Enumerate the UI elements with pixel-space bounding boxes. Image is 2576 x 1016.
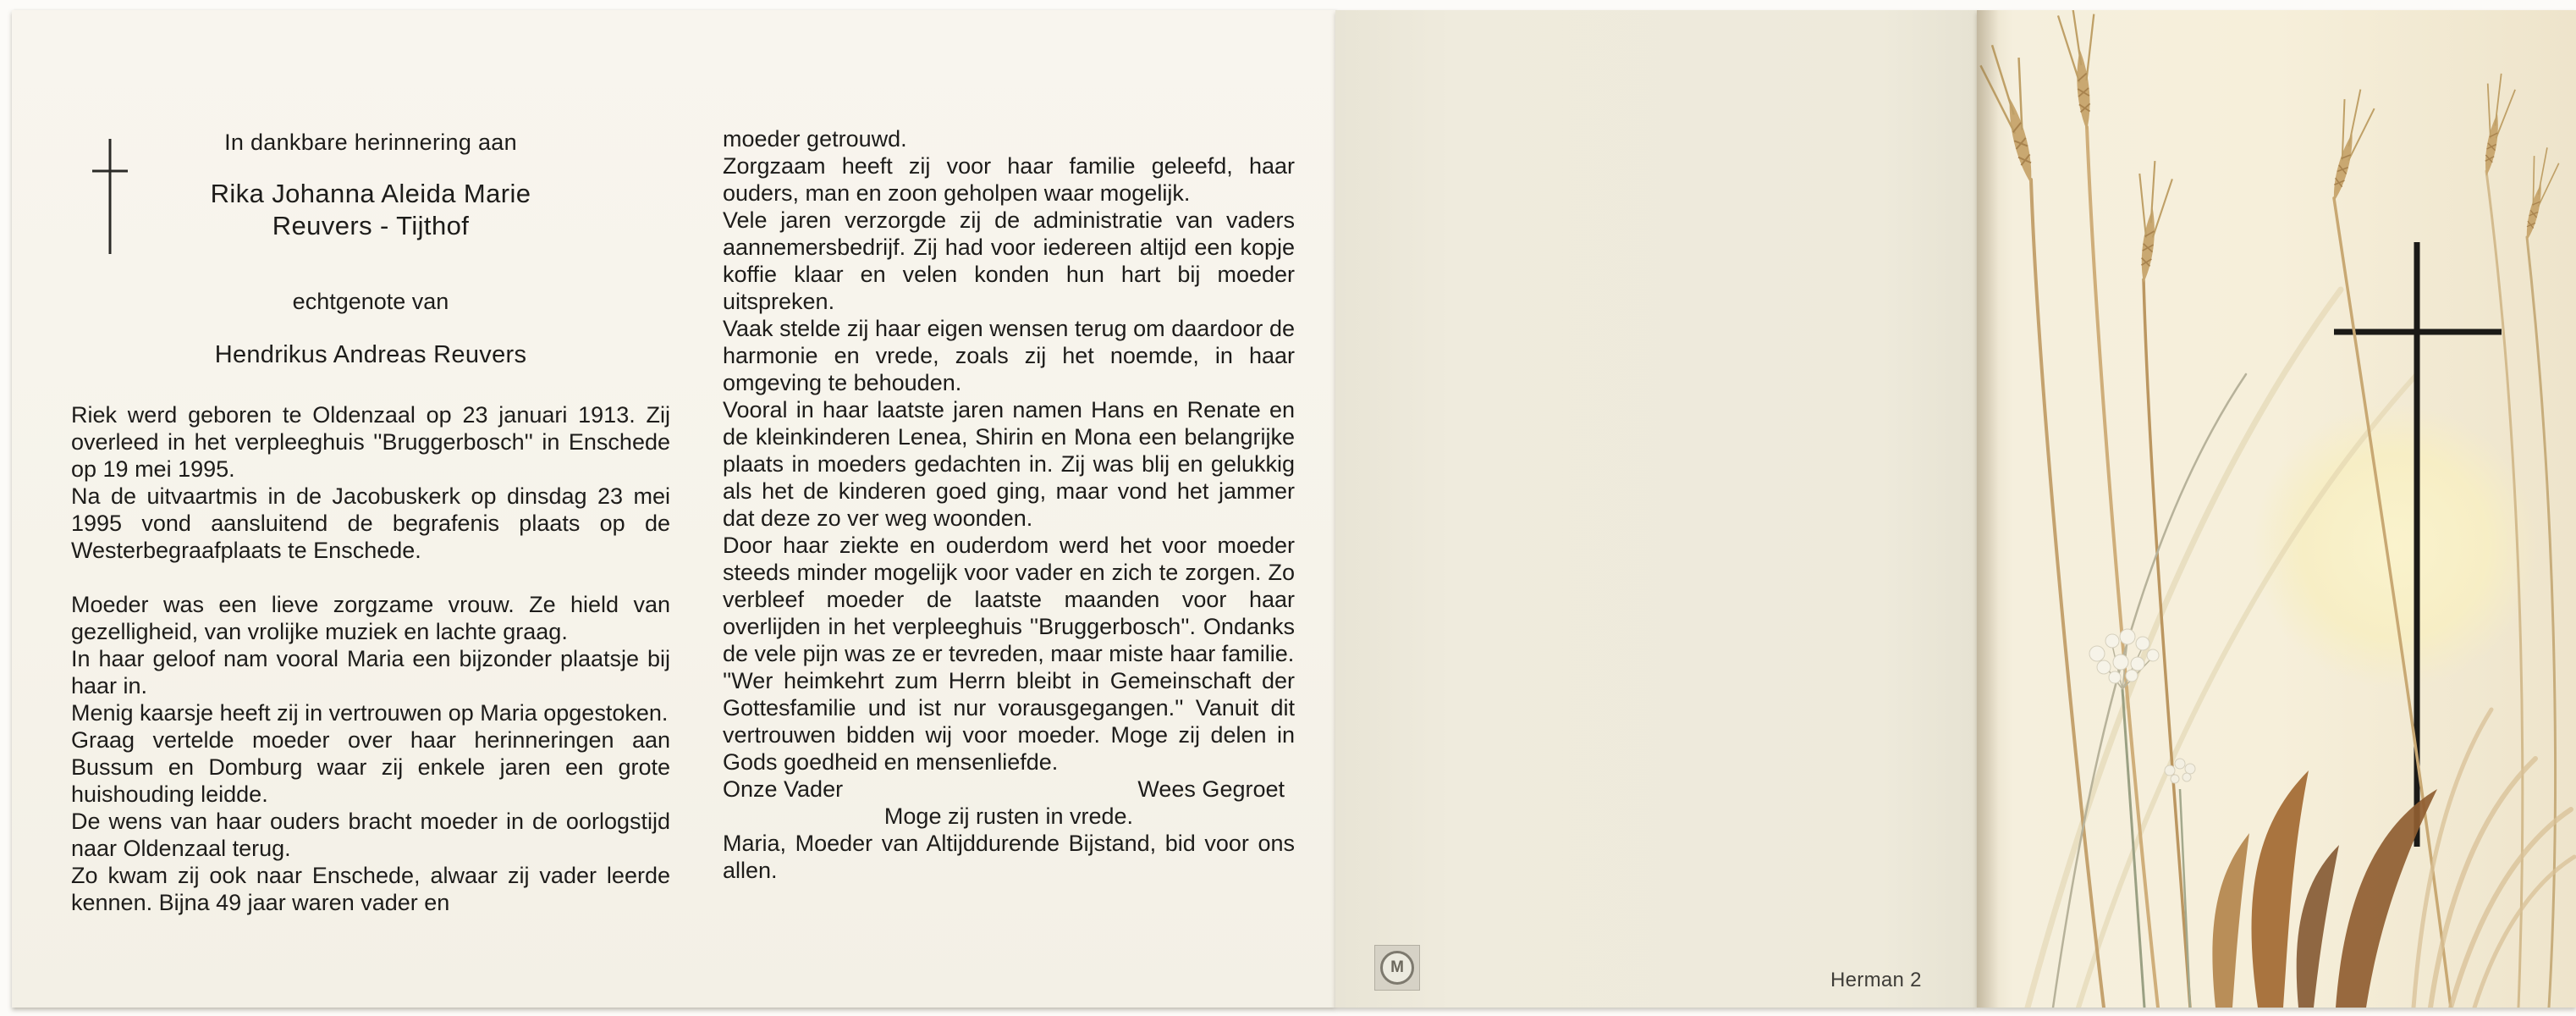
obituary-paragraph: Riek werd geboren te Oldenzaal op 23 januari 1913. Zij overleed in het verpleeghuis ''Bruggerbosch'' in Enschede op 19 mei 1995. xyxy=(71,402,670,482)
obituary-paragraph: Moeder was een lieve zorgzame vrouw. Ze hield van gezelligheid, van vrolijke muziek en lachte graag. xyxy=(71,592,670,644)
closing-prayer: Maria, Moeder van Altijddurende Bijstand, bid voor ons allen. xyxy=(723,831,1295,883)
deceased-name-line1: Rika Johanna Aleida Marie xyxy=(210,179,531,208)
obituary-paragraph: Na de uitvaartmis in de Jacobuskerk op dinsdag 23 mei 1995 vond aansluitend de begrafenis plaats op de Westerbegraafplaats te Enschede. xyxy=(71,483,670,563)
obituary-paragraph: Zo kwam zij ook naar Enschede, alwaar zij vader leerde kennen. Bijna 49 jaar waren vader en xyxy=(71,863,670,915)
printer-mark-ring xyxy=(1380,951,1414,985)
prayer-onze-vader: Onze Vader xyxy=(723,776,844,802)
obituary-paragraph: ''Wer heimkehrt zum Herrn bleibt in Gemeinschaft der Gottesfamilie und ist nur vorausgegangen.'' Vanuit dit vertrouwen bidden wij voor moeder. Moge zij delen in Gods goedheid en mensenliefde. xyxy=(723,668,1295,775)
prayer-wees-gegroet: Wees Gegroet xyxy=(1137,776,1285,802)
obituary-paragraph: De wens van haar ouders bracht moeder in de oorlogstijd naar Oldenzaal terug. xyxy=(71,809,670,861)
intro-line: In dankbare herinnering aan xyxy=(224,130,517,155)
cover-artwork-panel xyxy=(1977,10,2576,1008)
obituary-column-2 xyxy=(723,125,1295,884)
inner-pages-panel xyxy=(12,10,1335,1008)
obituary-paragraph: Vele jaren verzorgde zij de administratie van vaders aannemersbedrijf. Zij had voor iedereen altijd een kopje koffie klaar en velen konden hun hart bij moeder uitspreken. xyxy=(723,207,1295,314)
obituary-paragraph: Vooral in haar laatste jaren namen Hans en Renate en de kleinkinderen Lenea, Shirin en Mona een belangrijke plaats in moeders gedachten in. Zij was blij en gelukkig als het de kinderen goed ging, maar vond het jammer dat deze zo ver weg woonden. xyxy=(723,397,1295,531)
sun xyxy=(2253,404,2537,688)
spouse-name: Hendrikus Andreas Reuvers xyxy=(214,341,527,368)
relation-label: echtgenote van xyxy=(292,289,449,314)
back-cover-panel xyxy=(1335,10,1977,1008)
obituary-column-1 xyxy=(71,119,670,916)
prayer-rest-line: Moge zij rusten in vrede. xyxy=(883,803,1134,829)
obituary-paragraph: Door haar ziekte en ouderdom werd het voor moeder steeds minder mogelijk voor vader en zich te zorgen. Zo verbleef moeder de laatste maanden voor haar overlijden in het verpleeghuis ''Bruggerbosch''. Ondanks de vele pijn was ze er tevreden, maar miste haar familie. xyxy=(723,533,1295,666)
obituary-paragraph: Menig kaarsje heeft zij in vertrouwen op Maria opgestoken. xyxy=(71,700,669,726)
printer-credit: Herman 2 xyxy=(1830,969,1922,991)
cover-artwork xyxy=(1977,10,2576,1008)
obituary-paragraph: Vaak stelde zij haar eigen wensen terug om daardoor de harmonie en vrede, zoals zij het noemde, in haar omgeving te behouden. xyxy=(723,316,1295,395)
prayer-row xyxy=(723,776,1295,803)
deceased-name xyxy=(71,178,670,242)
obituary-paragraph: Zorgzaam heeft zij voor haar familie geleefd, haar ouders, man en zoon geholpen waar mogelijk. xyxy=(723,153,1295,206)
obituary-paragraph: moeder getrouwd. xyxy=(723,126,907,152)
obituary-paragraph: Graag vertelde moeder over haar herinneringen aan Bussum en Domburg waar zij enkele jaren een grote huishouding leidde. xyxy=(71,727,670,807)
printer-mark-icon xyxy=(1374,945,1420,991)
obituary-text-block-1 xyxy=(71,401,670,916)
deceased-name-line2: Reuvers - Tijthof xyxy=(272,211,470,240)
printer-mark-letter: M xyxy=(1390,958,1404,976)
obituary-paragraph: In haar geloof nam vooral Maria een bijzonder plaatsje bij haar in. xyxy=(71,646,670,698)
